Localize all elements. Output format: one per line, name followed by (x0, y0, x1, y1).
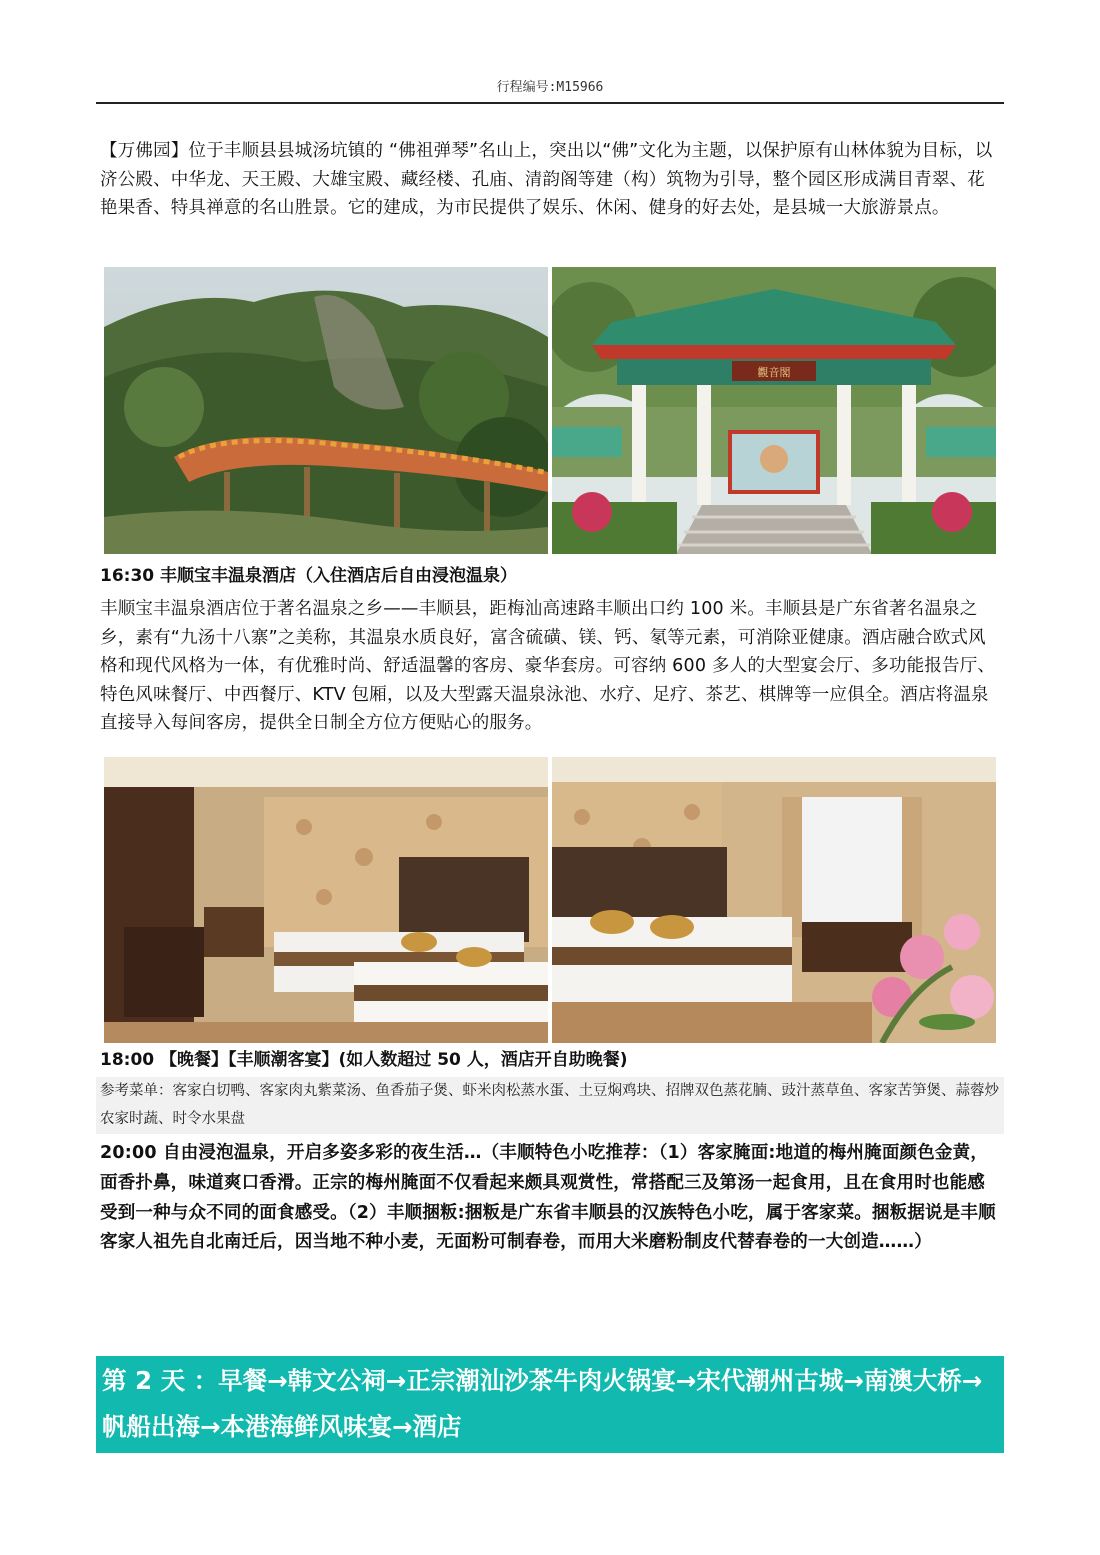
pavilion-plaque: 觀音閣 (757, 366, 791, 379)
dragon-corridor-photo (104, 267, 548, 554)
wanfo-text: 【万佛园】位于丰顺县县城汤坑镇的 “佛祖弹琴”名山上，突出以“佛”文化为主题，以保护原有山林体貌为目标，以济公殿、中华龙、天王殿、大雄宝殿、藏经楼、孔庙、清韵阁等建（构）筑物为引导，整个园区形成满目青翠、花艳果香、特具禅意的名山胜景。它的建成，为市民提供了娱乐、休闲、健身的好去处，是县城一大旅游景点。 (100, 141, 993, 219)
hotel-room-flowers-photo (552, 757, 996, 1043)
hotel-room-photo (104, 757, 548, 1043)
hotel-text: 丰顺宝丰温泉酒店位于著名温泉之乡——丰顺县，距梅汕高速路丰顺出口约 100 米。丰顺县是广东省著名温泉之乡，素有“九汤十八寨”之美称，其温泉水质良好，富含硫磺、镁、钙、氡等元素，可消除亚健康。酒店融合欧式风格和现代风格为一体，有优雅时尚、舒适温馨的客房、豪华套房。可容纳 600 多人的大型宴会厅、多功能报告厅、特色风味餐厅、中西餐厅、KTV 包厢，以及大型露天温泉泳池、水疗、足疗、茶艺、棋牌等一应俱全。酒店将温泉直接导入每间客房，提供全日制全方位方便贴心的服务。 (100, 599, 996, 734)
night-paragraph (100, 1139, 1000, 1258)
pavilion-gate-photo (552, 267, 996, 554)
hotel-time-title: 16:30 丰顺宝丰温泉酒店（入住酒店后自由浸泡温泉） (100, 566, 518, 586)
day2-title: 第 2 天 ：早餐→韩文公祠→正宗潮汕沙茶牛肉火锅宴→宋代潮州古城→南澳大桥→帆船出海→本港海鲜风味宴→酒店 (102, 1366, 983, 1441)
photo-row-wanfo (104, 267, 996, 554)
reference-menu-text: 参考菜单：客家白切鸭、客家肉丸紫菜汤、鱼香茄子煲、虾米肉松蒸水蛋、土豆焖鸡块、招牌双色蒸花腩、豉汁蒸草鱼、客家苦笋煲、蒜蓉炒农家时蔬、时令水果盘 (100, 1083, 999, 1127)
photo-row-hotel (104, 757, 996, 1043)
reference-menu (96, 1077, 1004, 1134)
page-header (96, 78, 1004, 104)
day2-banner (96, 1356, 1004, 1453)
night-text: 20:00 自由浸泡温泉，开启多姿多彩的夜生活…（丰顺特色小吃推荐：（1）客家腌面:地道的梅州腌面颜色金黄，面香扑鼻，味道爽口香滑。正宗的梅州腌面不仅看起来颇具观赏性，常搭配三及第汤一起食用，且在食用时也能感受到一种与众不同的面食感受。（2）丰顺捆粄:捆粄是广东省丰顺县的汉族特色小吃，属于客家菜。捆粄据说是丰顺客家人祖先自北南迁后，因当地不种小麦，无面粉可制春卷，而用大米磨粉制皮代替春卷的一大创造……） (100, 1143, 996, 1253)
itinerary-code: 行程编号:M15966 (496, 80, 604, 95)
hotel-paragraph (100, 595, 1000, 738)
wanfo-paragraph (100, 137, 1000, 223)
dinner-time-title: 18:00 【晚餐】【丰顺潮客宴】(如人数超过 50 人，酒店开自助晚餐) (100, 1050, 628, 1070)
